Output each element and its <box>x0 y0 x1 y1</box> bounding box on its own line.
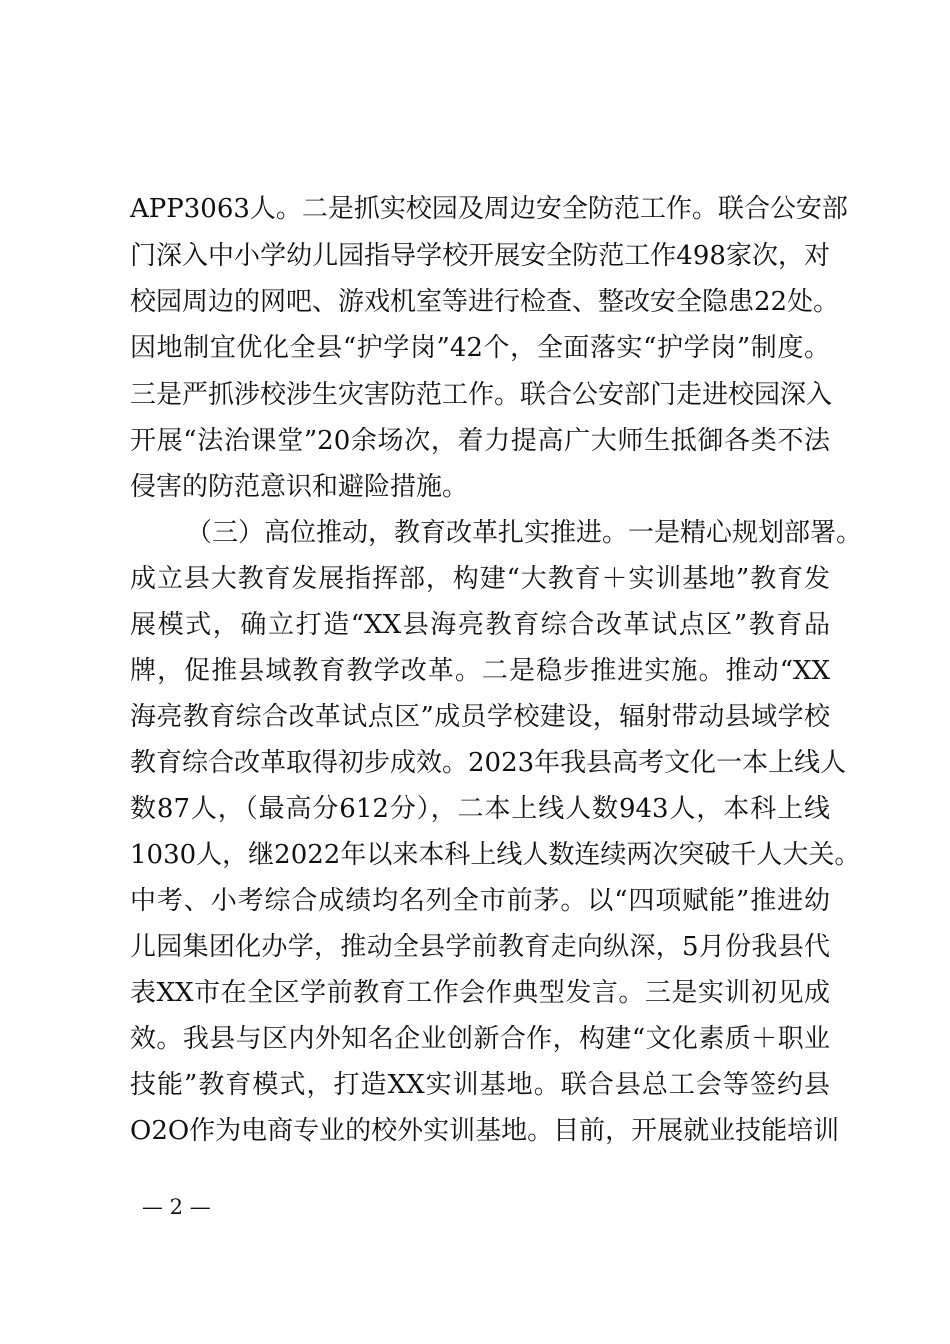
body-text-line: 因地制宜优化全县“护学岗”42个，全面落实“护学岗”制度。 <box>130 333 830 363</box>
body-text-line: 牌，促推县域教育教学改革。二是稳步推进实施。推动“XX <box>130 656 830 686</box>
body-text-line: 成立县大教育发展指挥部，构建“大教育＋实训基地”教育发 <box>130 564 830 594</box>
body-text-line: 教育综合改革取得初步成效。2023年我县高考文化一本上线人 <box>130 748 847 778</box>
page-number: — 2 — <box>142 1195 211 1219</box>
body-text-line: 儿园集团化办学，推动全县学前教育走向纵深，5月份我县代 <box>130 932 830 962</box>
body-text-line: 中考、小考综合成绩均名列全市前茅。以“四项赋能”推进幼 <box>130 886 830 916</box>
body-text-line: 开展“法治课堂”20余场次，着力提高广大师生抵御各类不法 <box>130 426 830 456</box>
body-text-line: 效。我县与区内外知名企业创新合作，构建“文化素质＋职业 <box>130 1024 830 1054</box>
body-text-line: 数87人，（最高分612分），二本上线人数943人，本科上线 <box>130 794 830 824</box>
body-text-line: 三是严抓涉校涉生灾害防范工作。联合公安部门走进校园深入 <box>130 380 833 410</box>
body-text-line: 校园周边的网吧、游戏机室等进行检查、整改安全隐患22处。 <box>130 287 840 317</box>
body-text-line: 技能”教育模式，打造XX实训基地。联合县总工会等签约县 <box>130 1070 830 1100</box>
section-heading-line: （三）高位推动，教育改革扎实推进。一是精心规划部署。 <box>186 518 863 548</box>
body-text-line: 1030人，继2022年以来本科上线人数连续两次突破千人大关。 <box>130 840 861 870</box>
body-text-line: 海亮教育综合改革试点区”成员学校建设，辐射带动县域学校 <box>130 702 830 732</box>
body-text-line: APP3063人。二是抓实校园及周边安全防范工作。联合公安部 <box>130 194 848 224</box>
body-text-line: 表XX市在全区学前教育工作会作典型发言。三是实训初见成 <box>130 978 830 1008</box>
body-text-line: 侵害的防范意识和避险措施。 <box>130 472 469 502</box>
body-text-line: O2O作为电商专业的校外实训基地。目前，开展就业技能培训 <box>130 1116 840 1146</box>
body-text-line: 展模式，确立打造“XX县海亮教育综合改革试点区”教育品 <box>130 610 830 640</box>
body-text-line: 门深入中小学幼儿园指导学校开展安全防范工作498家次，对 <box>130 241 830 271</box>
